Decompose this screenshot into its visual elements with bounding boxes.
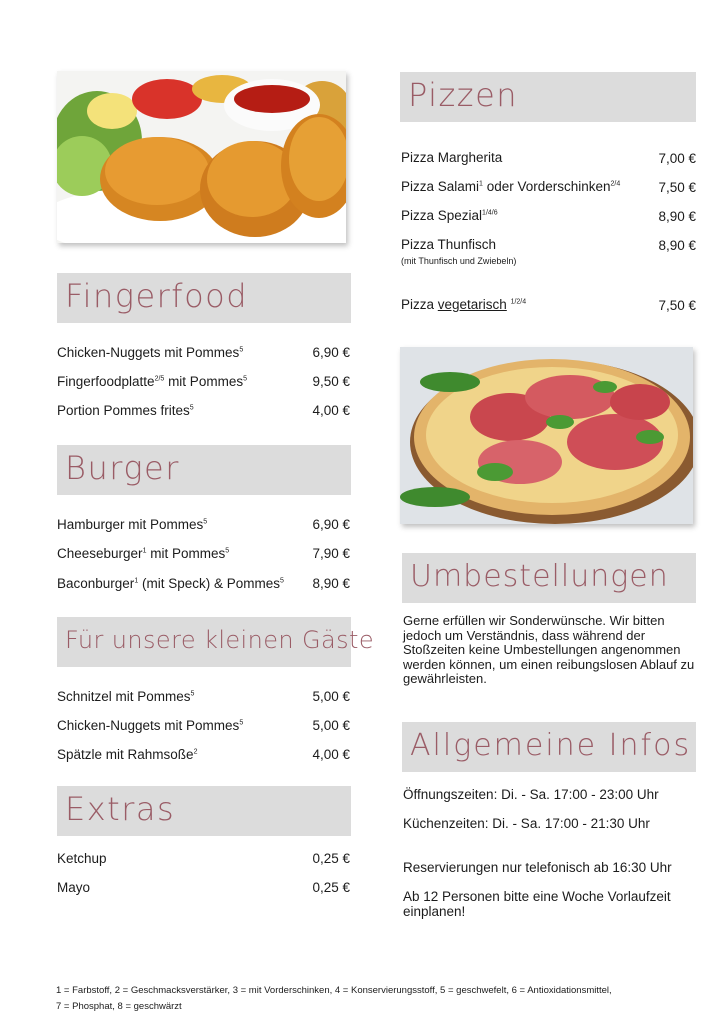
menu-item-price: 5,00 €: [312, 718, 350, 733]
fingerfood-title: Fingerfood: [65, 277, 249, 315]
umbestellungen-text: Gerne erfüllen wir Sonderwünsche. Wir bitten jedoch um Verständnis, dass während der Stoßzeiten keine Umbestellungen angenommen werden können, um einen reibungslosen Ablauf zu gewährleisten.: [403, 613, 695, 686]
menu-item-price: 7,00 €: [658, 151, 696, 166]
oeffnungszeiten-text: Öffnungszeiten: Di. - Sa. 17:00 - 23:00 Uhr: [403, 787, 659, 802]
fingerfood-header: [57, 273, 351, 323]
menu-item-price: 4,00 €: [312, 403, 350, 418]
menu-item-baconburger: Baconburger$^1$ (mit Speck) & Pommes$^5$: [57, 576, 284, 591]
menu-item-price: 0,25 €: [312, 880, 350, 895]
menu-item-price: 8,90 €: [658, 209, 696, 224]
menu-item-price: 9,50 €: [312, 374, 350, 389]
menu-item-price: 4,00 €: [312, 747, 350, 762]
menu-item-price: 7,90 €: [312, 546, 350, 561]
kuechenzeiten-text: Küchenzeiten: Di. - Sa. 17:00 - 21:30 Uhr: [403, 816, 650, 831]
gruppen-text: Ab 12 Personen bitte eine Woche Vorlaufzeit einplanen!: [403, 889, 671, 919]
pizzen-title: Pizzen: [408, 76, 519, 114]
extras-header: [57, 786, 351, 836]
menu-item-kids-chicken-nuggets: Chicken-Nuggets mit Pommes$^5$: [57, 718, 244, 733]
menu-item-schnitzel: Schnitzel mit Pommes$^5$: [57, 689, 195, 704]
menu-item-note: (mit Thunfisch und Zwiebeln): [401, 256, 517, 266]
menu-item-pommes-frites: Portion Pommes frites$^5$: [57, 403, 194, 418]
menu-item-pizza-margherita: Pizza Margherita: [401, 150, 503, 165]
menu-item-price: 6,90 €: [312, 345, 350, 360]
menu-item-spaetzle: Spätzle mit Rahmsoße$^2$: [57, 747, 198, 762]
reservierungen-text: Reservierungen nur telefonisch ab 16:30 Uhr: [403, 860, 672, 875]
infos-title: Allgemeine Infos: [410, 728, 692, 763]
menu-item-pizza-spezial: Pizza Spezial$^{1/4/6}$: [401, 208, 498, 223]
menu-item-fingerfoodplatte: Fingerfoodplatte$^{2/5}$ mit Pommes$^5$: [57, 374, 247, 389]
menu-item-chicken-nuggets: Chicken-Nuggets mit Pommes$^5$: [57, 345, 244, 360]
menu-item-price: 8,90 €: [312, 576, 350, 591]
menu-item-price: 5,00 €: [312, 689, 350, 704]
pizza-photo: [400, 347, 693, 524]
menu-item-price: 6,90 €: [312, 517, 350, 532]
pizzen-header: [400, 72, 696, 122]
menu-item-price: 8,90 €: [658, 238, 696, 253]
burger-title: Burger: [65, 449, 180, 487]
menu-item-price: 7,50 €: [658, 298, 696, 313]
menu-item-pizza-salami: Pizza Salami$^1$ oder Vorderschinken$^{2/4}$: [401, 179, 621, 194]
extras-title: Extras: [65, 790, 176, 828]
chicken-nuggets-photo: [57, 71, 346, 243]
kids-header: [57, 617, 375, 667]
footnote-line-1: 1 = Farbstoff, 2 = Geschmacksverstärker, 3 = mit Vorderschinken, 4 = Konservierungsstoff, 5 = geschwefelt, 6 = Antioxidationsmittel,: [56, 985, 612, 996]
burger-header: [57, 445, 351, 495]
menu-item-pizza-thunfisch: Pizza Thunfisch: [401, 237, 497, 252]
footnote-line-2: 7 = Phosphat, 8 = geschwärzt: [56, 1001, 182, 1012]
menu-item-price: 7,50 €: [658, 180, 696, 195]
umbestellungen-header: [402, 553, 696, 603]
infos-header: [402, 722, 696, 772]
menu-item-price: 0,25 €: [312, 851, 350, 866]
umbestellungen-title: Umbestellungen: [410, 559, 669, 594]
allergen-footnote: [56, 983, 696, 1015]
menu-item-cheeseburger: Cheeseburger$^1$ mit Pommes$^5$: [57, 546, 230, 561]
menu-item-mayo: Mayo: [57, 880, 91, 895]
menu-item-hamburger: Hamburger mit Pommes$^5$: [57, 517, 208, 532]
kids-title: Für unsere kleinen Gäste: [65, 626, 375, 654]
menu-item-ketchup: Ketchup: [57, 851, 107, 866]
menu-item-pizza-vegetarisch: Pizza vegetarisch $^{1/2/4}$: [401, 297, 527, 312]
